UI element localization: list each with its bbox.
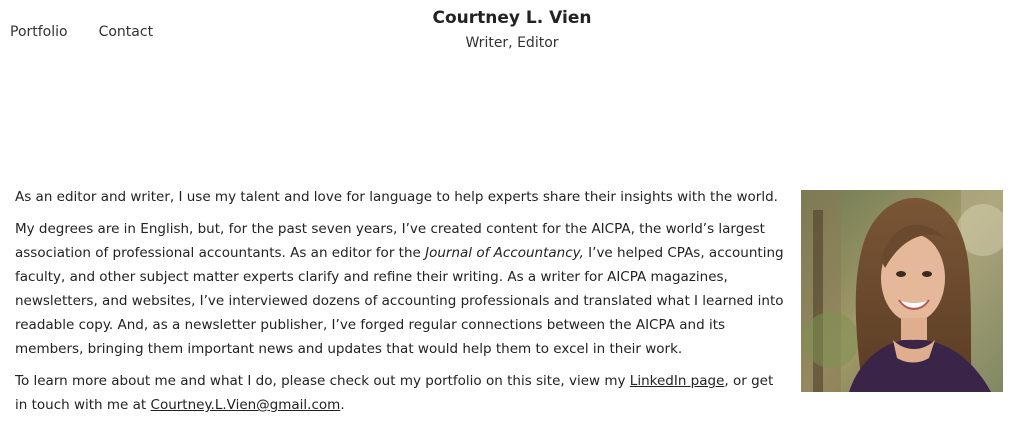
site-title[interactable]: Courtney L. Vien [432, 8, 592, 28]
bio-p2-text-after: I’ve helped CPAs, accounting faculty, and other subject matter experts clarify and refine their writing. As a writer for AICPA magazines, newsletters, and websites, I’ve interviewed dozens of accounting professionals and translated what I learned into readable copy. And, as a newsletter publisher, I’ve forged regular connections between the AICPA and its members, bringing them important news and updates that would help them to excel in their work. [15, 245, 784, 357]
linkedin-link[interactable]: LinkedIn page [629, 373, 725, 389]
nav-portfolio-link[interactable]: Portfolio [10, 24, 68, 40]
bio-paragraph-1: As an editor and writer, I use my talent and love for language to help experts share their insights with the world. [15, 189, 778, 205]
site-header [0, 7, 1024, 52]
bio-p3-text-before: To learn more about me and what I do, please check out my portfolio on this site, view my [15, 373, 630, 389]
journal-title: Journal of Accountancy, [425, 245, 584, 261]
bio-paragraph-2 [15, 217, 785, 361]
bio-p3-text-middle: , or get in touch with me at [15, 373, 774, 413]
email-link[interactable]: Courtney.L.Vien@gmail.com [150, 397, 341, 413]
bio-content [15, 185, 785, 425]
bio-paragraph-3 [15, 369, 785, 417]
profile-photo [801, 190, 1003, 392]
site-subtitle: Writer, Editor [465, 35, 559, 51]
nav-contact-link[interactable]: Contact [98, 24, 154, 40]
bio-p3-text-after: . [340, 397, 345, 413]
bio-p2-text-before: My degrees are in English, but, for the past seven years, I’ve created content for the AICPA, the world’s largest association of professional accountants. As an editor for the [15, 221, 765, 261]
